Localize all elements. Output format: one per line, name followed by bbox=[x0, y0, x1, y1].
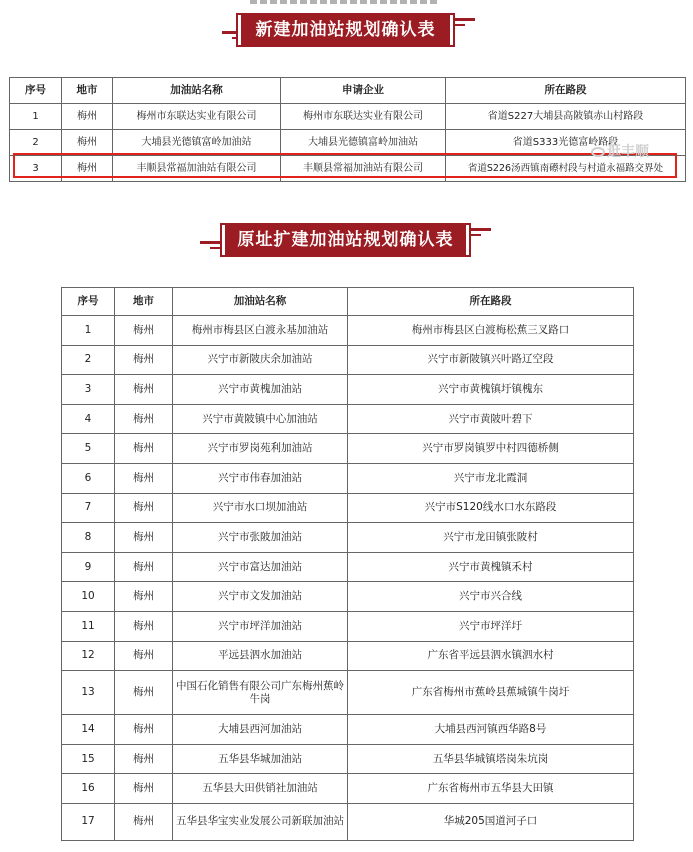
cell-road-section: 华城205国道河子口 bbox=[348, 803, 634, 840]
header-city: 地市 bbox=[115, 288, 173, 316]
cell-road-section: 兴宁市罗岗镇罗中村四德桥侧 bbox=[348, 434, 634, 464]
cell-station-name: 兴宁市文发加油站 bbox=[173, 582, 348, 612]
cell-station-name: 兴宁市伟春加油站 bbox=[173, 463, 348, 493]
cell-index: 1 bbox=[62, 316, 115, 346]
cell-city: 梅州 bbox=[115, 803, 173, 840]
cell-city: 梅州 bbox=[115, 434, 173, 464]
cell-city: 梅州 bbox=[115, 375, 173, 405]
cell-index: 2 bbox=[62, 345, 115, 375]
cell-road-section: 省道S226汤西镇南礤村段与村道永福路交界处 bbox=[446, 156, 686, 182]
table1-title: 新建加油站规划确认表 bbox=[238, 15, 453, 45]
cell-city: 梅州 bbox=[62, 104, 113, 130]
table-row bbox=[62, 463, 634, 493]
cell-station-name: 丰顺县常福加油站有限公司 bbox=[113, 156, 281, 182]
watermark bbox=[591, 141, 649, 161]
cell-index: 8 bbox=[62, 523, 115, 553]
cell-index: 5 bbox=[62, 434, 115, 464]
cell-station-name: 兴宁市黄槐加油站 bbox=[173, 375, 348, 405]
wechat-icon bbox=[591, 147, 605, 157]
header-road-section: 所在路段 bbox=[446, 78, 686, 104]
header-index: 序号 bbox=[10, 78, 62, 104]
cell-road-section: 兴宁市黄槐镇禾村 bbox=[348, 552, 634, 582]
cell-road-section: 梅州市梅县区白渡梅松蕉三叉路口 bbox=[348, 316, 634, 346]
cell-station-name: 中国石化销售有限公司广东梅州蕉岭牛岗 bbox=[173, 671, 348, 715]
table-row bbox=[10, 130, 686, 156]
cell-road-section: 广东省梅州市蕉岭县蕉城镇牛岗圩 bbox=[348, 671, 634, 715]
cell-index: 14 bbox=[62, 715, 115, 745]
cell-station-name: 兴宁市张陂加油站 bbox=[173, 523, 348, 553]
table-row bbox=[62, 375, 634, 405]
table-header-row bbox=[62, 288, 634, 316]
cell-road-section: 兴宁市兴合线 bbox=[348, 582, 634, 612]
table-row bbox=[62, 523, 634, 553]
table-row bbox=[62, 552, 634, 582]
cell-road-section: 兴宁市黄槐镇圩镇槐东 bbox=[348, 375, 634, 405]
table-row bbox=[62, 316, 634, 346]
cell-index: 16 bbox=[62, 774, 115, 804]
table-row bbox=[62, 611, 634, 641]
watermark-text: 逛丰顺 bbox=[607, 144, 649, 160]
table-row bbox=[62, 582, 634, 612]
table-row bbox=[62, 404, 634, 434]
cell-station-name: 梅州市东联达实业有限公司 bbox=[113, 104, 281, 130]
cell-station-name: 大埔县西河加油站 bbox=[173, 715, 348, 745]
cell-city: 梅州 bbox=[115, 671, 173, 715]
table-row bbox=[62, 671, 634, 715]
table-row bbox=[10, 104, 686, 130]
cell-index: 13 bbox=[62, 671, 115, 715]
cell-road-section: 兴宁市龙北霞洞 bbox=[348, 463, 634, 493]
cell-station-name: 平远县泗水加油站 bbox=[173, 641, 348, 671]
table-row bbox=[62, 434, 634, 464]
table-row bbox=[62, 744, 634, 774]
highlight-box bbox=[13, 153, 677, 178]
cell-road-section: 兴宁市S120线水口水东路段 bbox=[348, 493, 634, 523]
cell-station-name: 大埔县光德镇富岭加油站 bbox=[113, 130, 281, 156]
banner-decoration-right bbox=[453, 18, 475, 21]
cell-city: 梅州 bbox=[115, 404, 173, 434]
cell-station-name: 兴宁市富达加油站 bbox=[173, 552, 348, 582]
cell-index: 9 bbox=[62, 552, 115, 582]
table-row bbox=[62, 715, 634, 745]
cell-city: 梅州 bbox=[115, 316, 173, 346]
cell-road-section: 省道S227大埔县高陂镇赤山村路段 bbox=[446, 104, 686, 130]
cell-city: 梅州 bbox=[62, 130, 113, 156]
table-header-row bbox=[10, 78, 686, 104]
cell-station-name: 五华县华宝实业发展公司新联加油站 bbox=[173, 803, 348, 840]
table-row bbox=[62, 803, 634, 840]
table-row bbox=[62, 774, 634, 804]
cell-index: 10 bbox=[62, 582, 115, 612]
cell-index: 4 bbox=[62, 404, 115, 434]
cell-city: 梅州 bbox=[115, 523, 173, 553]
cell-road-section: 五华县华城镇塔岗朱坑岗 bbox=[348, 744, 634, 774]
cell-city: 梅州 bbox=[115, 744, 173, 774]
cell-index: 3 bbox=[62, 375, 115, 405]
cell-city: 梅州 bbox=[115, 463, 173, 493]
cell-index: 15 bbox=[62, 744, 115, 774]
cell-index: 2 bbox=[10, 130, 62, 156]
banner2-decoration-left-thin bbox=[210, 247, 222, 249]
banner2-decoration-right bbox=[469, 228, 491, 231]
header-station-name: 加油站名称 bbox=[113, 78, 281, 104]
cell-road-section: 省道S333光德富岭路段 bbox=[446, 130, 686, 156]
cell-index: 3 bbox=[10, 156, 62, 182]
cell-city: 梅州 bbox=[115, 774, 173, 804]
expansion-station-table bbox=[61, 287, 634, 841]
cell-city: 梅州 bbox=[62, 156, 113, 182]
cell-station-name: 梅州市梅县区白渡永基加油站 bbox=[173, 316, 348, 346]
cell-city: 梅州 bbox=[115, 552, 173, 582]
table2-title: 原址扩建加油站规划确认表 bbox=[222, 225, 469, 255]
cell-station-name: 五华县大田供销社加油站 bbox=[173, 774, 348, 804]
cell-city: 梅州 bbox=[115, 493, 173, 523]
cell-road-section: 大埔县西河镇西华路8号 bbox=[348, 715, 634, 745]
table-row bbox=[62, 345, 634, 375]
cell-road-section: 兴宁市坪洋圩 bbox=[348, 611, 634, 641]
cell-index: 17 bbox=[62, 803, 115, 840]
cell-road-section: 广东省梅州市五华县大田镇 bbox=[348, 774, 634, 804]
cell-city: 梅州 bbox=[115, 715, 173, 745]
table-row bbox=[62, 641, 634, 671]
cell-road-section: 兴宁市新陂镇兴叶路辽空段 bbox=[348, 345, 634, 375]
cell-road-section: 兴宁市黄陂叶碧下 bbox=[348, 404, 634, 434]
cell-station-name: 五华县华城加油站 bbox=[173, 744, 348, 774]
cell-index: 7 bbox=[62, 493, 115, 523]
banner-decoration-right-thin bbox=[453, 24, 465, 26]
cell-applicant: 大埔县光德镇富岭加油站 bbox=[281, 130, 446, 156]
cell-road-section: 广东省平远县泗水镇泗水村 bbox=[348, 641, 634, 671]
cell-station-name: 兴宁市水口坝加油站 bbox=[173, 493, 348, 523]
cell-city: 梅州 bbox=[115, 611, 173, 641]
table-row bbox=[62, 493, 634, 523]
cell-road-section: 兴宁市龙田镇张陂村 bbox=[348, 523, 634, 553]
banner2-decoration-left bbox=[200, 241, 222, 244]
cropped-header-fragment bbox=[250, 0, 440, 6]
cell-applicant: 丰顺县常福加油站有限公司 bbox=[281, 156, 446, 182]
cell-index: 6 bbox=[62, 463, 115, 493]
cell-index: 12 bbox=[62, 641, 115, 671]
cell-station-name: 兴宁市罗岗苑利加油站 bbox=[173, 434, 348, 464]
header-index: 序号 bbox=[62, 288, 115, 316]
cell-station-name: 兴宁市黄陂镇中心加油站 bbox=[173, 404, 348, 434]
header-road-section: 所在路段 bbox=[348, 288, 634, 316]
cell-station-name: 兴宁市坪洋加油站 bbox=[173, 611, 348, 641]
header-station-name: 加油站名称 bbox=[173, 288, 348, 316]
header-applicant: 申请企业 bbox=[281, 78, 446, 104]
cell-city: 梅州 bbox=[115, 582, 173, 612]
cell-station-name: 兴宁市新陂庆余加油站 bbox=[173, 345, 348, 375]
cell-index: 11 bbox=[62, 611, 115, 641]
cell-city: 梅州 bbox=[115, 345, 173, 375]
header-city: 地市 bbox=[62, 78, 113, 104]
cell-index: 1 bbox=[10, 104, 62, 130]
cell-applicant: 梅州市东联达实业有限公司 bbox=[281, 104, 446, 130]
banner2-decoration-right-thin bbox=[469, 234, 481, 236]
cell-city: 梅州 bbox=[115, 641, 173, 671]
